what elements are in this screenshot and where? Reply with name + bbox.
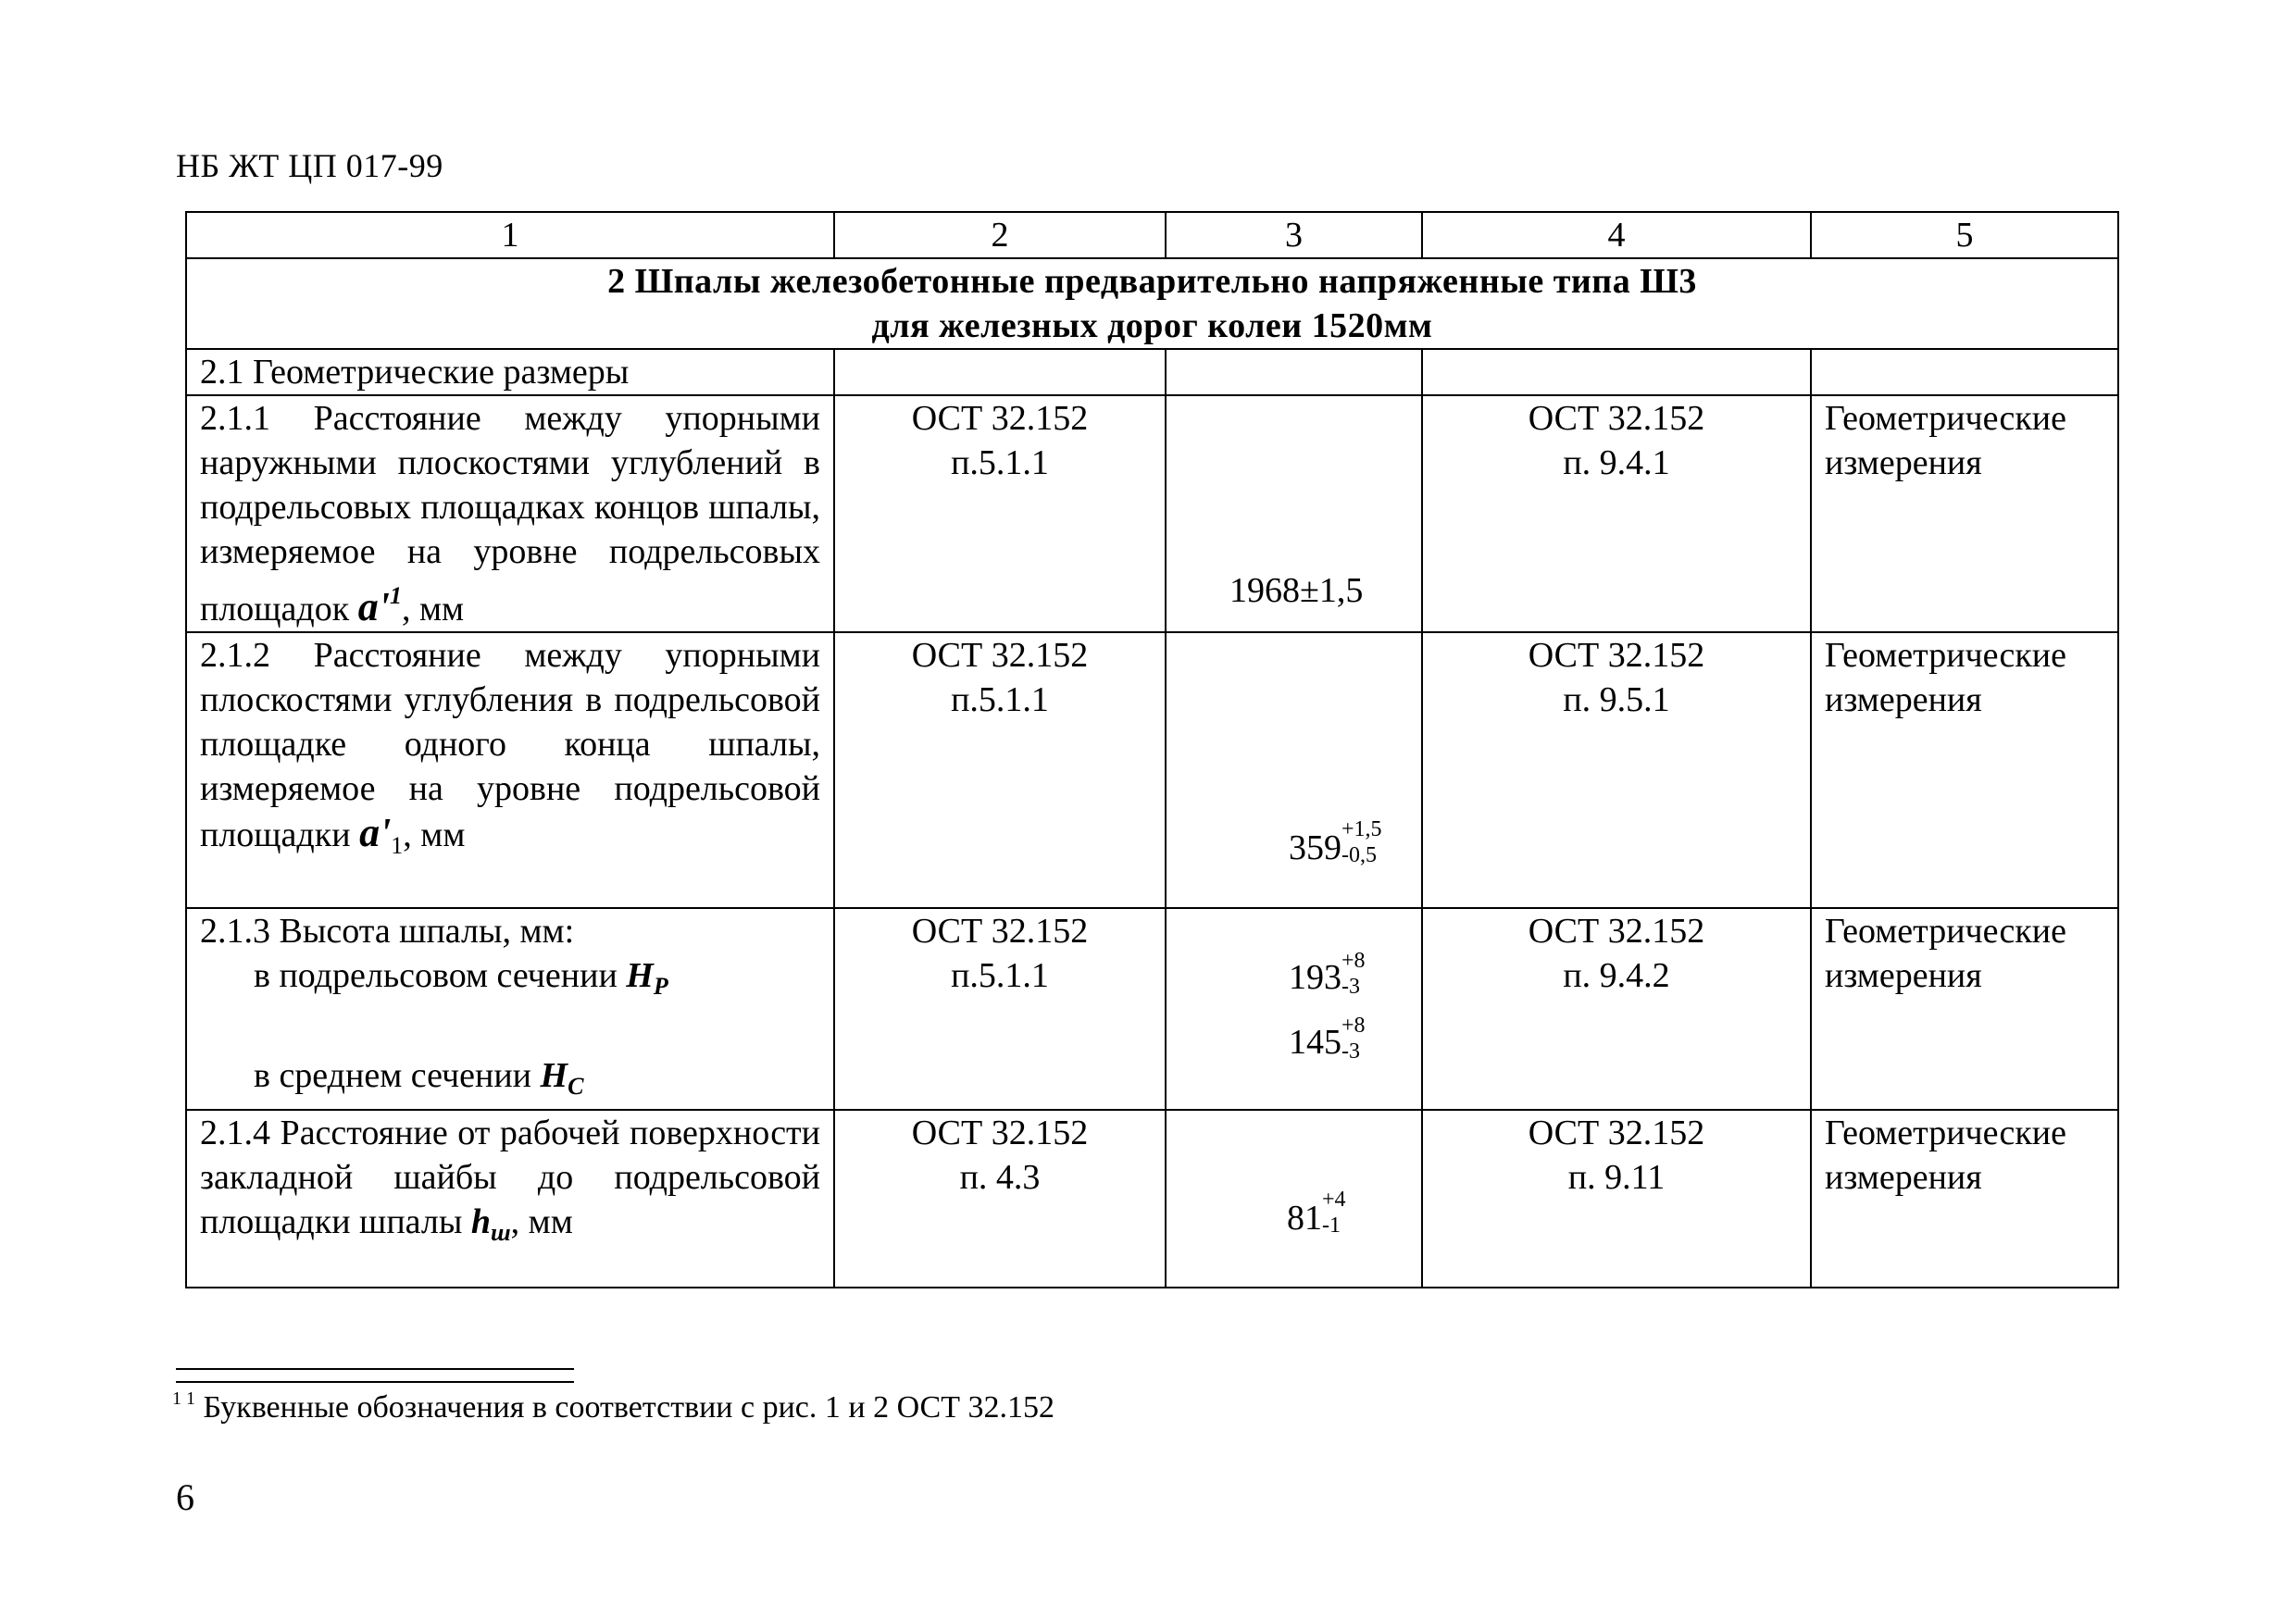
- column-number-row: [186, 212, 2118, 258]
- symbol: a': [357, 584, 390, 629]
- requirement-description: 2.1.3 Высота шпалы, мм: в подрельсовом сечении $H_P$ в среднем сечении $H_C$: [186, 908, 834, 1110]
- requirements-table: [185, 211, 2119, 1288]
- symbol: a': [359, 810, 392, 855]
- symbol-subscript: ш: [491, 1219, 511, 1246]
- method-type: Геометрические измерения: [1811, 908, 2118, 1110]
- footnote-text: Буквенные обозначения в соответствии с рис. 1 и 2 ОСТ 32.152: [203, 1390, 1054, 1425]
- symbol: H: [540, 1056, 568, 1095]
- section-title-line: для железных дорог колеи 1520мм: [871, 306, 1433, 345]
- nominal-value: 193 +8 -3 145 +8 -3: [1166, 908, 1422, 1110]
- method-type: Геометрические измерения: [1811, 632, 2118, 908]
- requirement-description: 2.1.4 Расстояние от рабочей поверхности закладной шайбы до подрельсовой площадки шпалы $h_ш$, мм: [186, 1110, 834, 1288]
- table-row: [186, 395, 2118, 632]
- section-title: [186, 258, 2118, 349]
- symbol-subscript: 1: [391, 832, 404, 859]
- standard-reference: ОСТ 32.152 п.5.1.1: [834, 908, 1166, 1110]
- page-number: 6: [176, 1476, 194, 1518]
- table-row: [186, 632, 2118, 908]
- symbol-subscript: C: [568, 1073, 584, 1100]
- column-number: 3: [1166, 212, 1422, 258]
- column-number: 4: [1422, 212, 1811, 258]
- lower-tolerance: -3: [1341, 975, 1360, 999]
- method-reference: ОСТ 32.152 п. 9.11: [1422, 1110, 1811, 1288]
- footnote-divider: [176, 1368, 574, 1370]
- column-number: 5: [1811, 212, 2118, 258]
- method-reference: ОСТ 32.152 п. 9.4.2: [1422, 908, 1811, 1110]
- section-title-row: [186, 258, 2118, 349]
- lower-tolerance: -0,5: [1341, 843, 1377, 867]
- table-row: [186, 908, 2118, 1110]
- subsection-row: [186, 349, 2118, 395]
- subsection-title: 2.1 Геометрические размеры: [186, 349, 834, 395]
- standard-reference: ОСТ 32.152 п. 4.3: [834, 1110, 1166, 1288]
- column-number: 2: [834, 212, 1166, 258]
- nominal-value: 1968±1,5: [1166, 395, 1422, 632]
- lower-tolerance: -1: [1322, 1214, 1341, 1238]
- method-reference: ОСТ 32.152 п. 9.4.1: [1422, 395, 1811, 632]
- upper-tolerance: +8: [1341, 949, 1366, 973]
- upper-tolerance: +8: [1341, 1014, 1366, 1038]
- standard-reference: ОСТ 32.152 п.5.1.1: [834, 395, 1166, 632]
- footnote: [172, 1388, 1054, 1425]
- method-type: Геометрические измерения: [1811, 1110, 2118, 1288]
- table-row: [186, 1110, 2118, 1288]
- column-number: 1: [186, 212, 834, 258]
- nominal-value: 81 +4 -1: [1166, 1110, 1422, 1288]
- requirement-description: 2.1.2 Расстояние между упорными плоскостями углубления в подрельсовой площадке одного конца шпалы, измеряемое на уровне подрельсовой площадки $a'_1$, мм: [186, 632, 834, 908]
- document-code: НБ ЖТ ЦП 017-99: [176, 147, 443, 184]
- lower-tolerance: -3: [1341, 1039, 1360, 1064]
- standard-reference: ОСТ 32.152 п.5.1.1: [834, 632, 1166, 908]
- requirement-description: 2.1.1 Расстояние между упорными наружными плоскостями углублений в подрельсовых площадках концов шпалы, измеряемое на уровне подрельсовых площадок $a'^1$, мм: [186, 395, 834, 632]
- symbol: H: [626, 956, 654, 995]
- footnote-marker: 1 1: [172, 1388, 195, 1409]
- symbol: h: [470, 1202, 491, 1241]
- upper-tolerance: +4: [1322, 1188, 1346, 1212]
- upper-tolerance: +1,5: [1341, 817, 1382, 841]
- footnote-divider: [176, 1381, 574, 1383]
- nominal-value: 359 +1,5 -0,5: [1166, 632, 1422, 908]
- symbol-subscript: P: [653, 973, 668, 1000]
- method-reference: ОСТ 32.152 п. 9.5.1: [1422, 632, 1811, 908]
- method-type: Геометрические измерения: [1811, 395, 2118, 632]
- section-title-line: 2 Шпалы железобетонные предварительно напряженные типа Ш3: [607, 262, 1697, 301]
- symbol-superscript: 1: [389, 582, 402, 609]
